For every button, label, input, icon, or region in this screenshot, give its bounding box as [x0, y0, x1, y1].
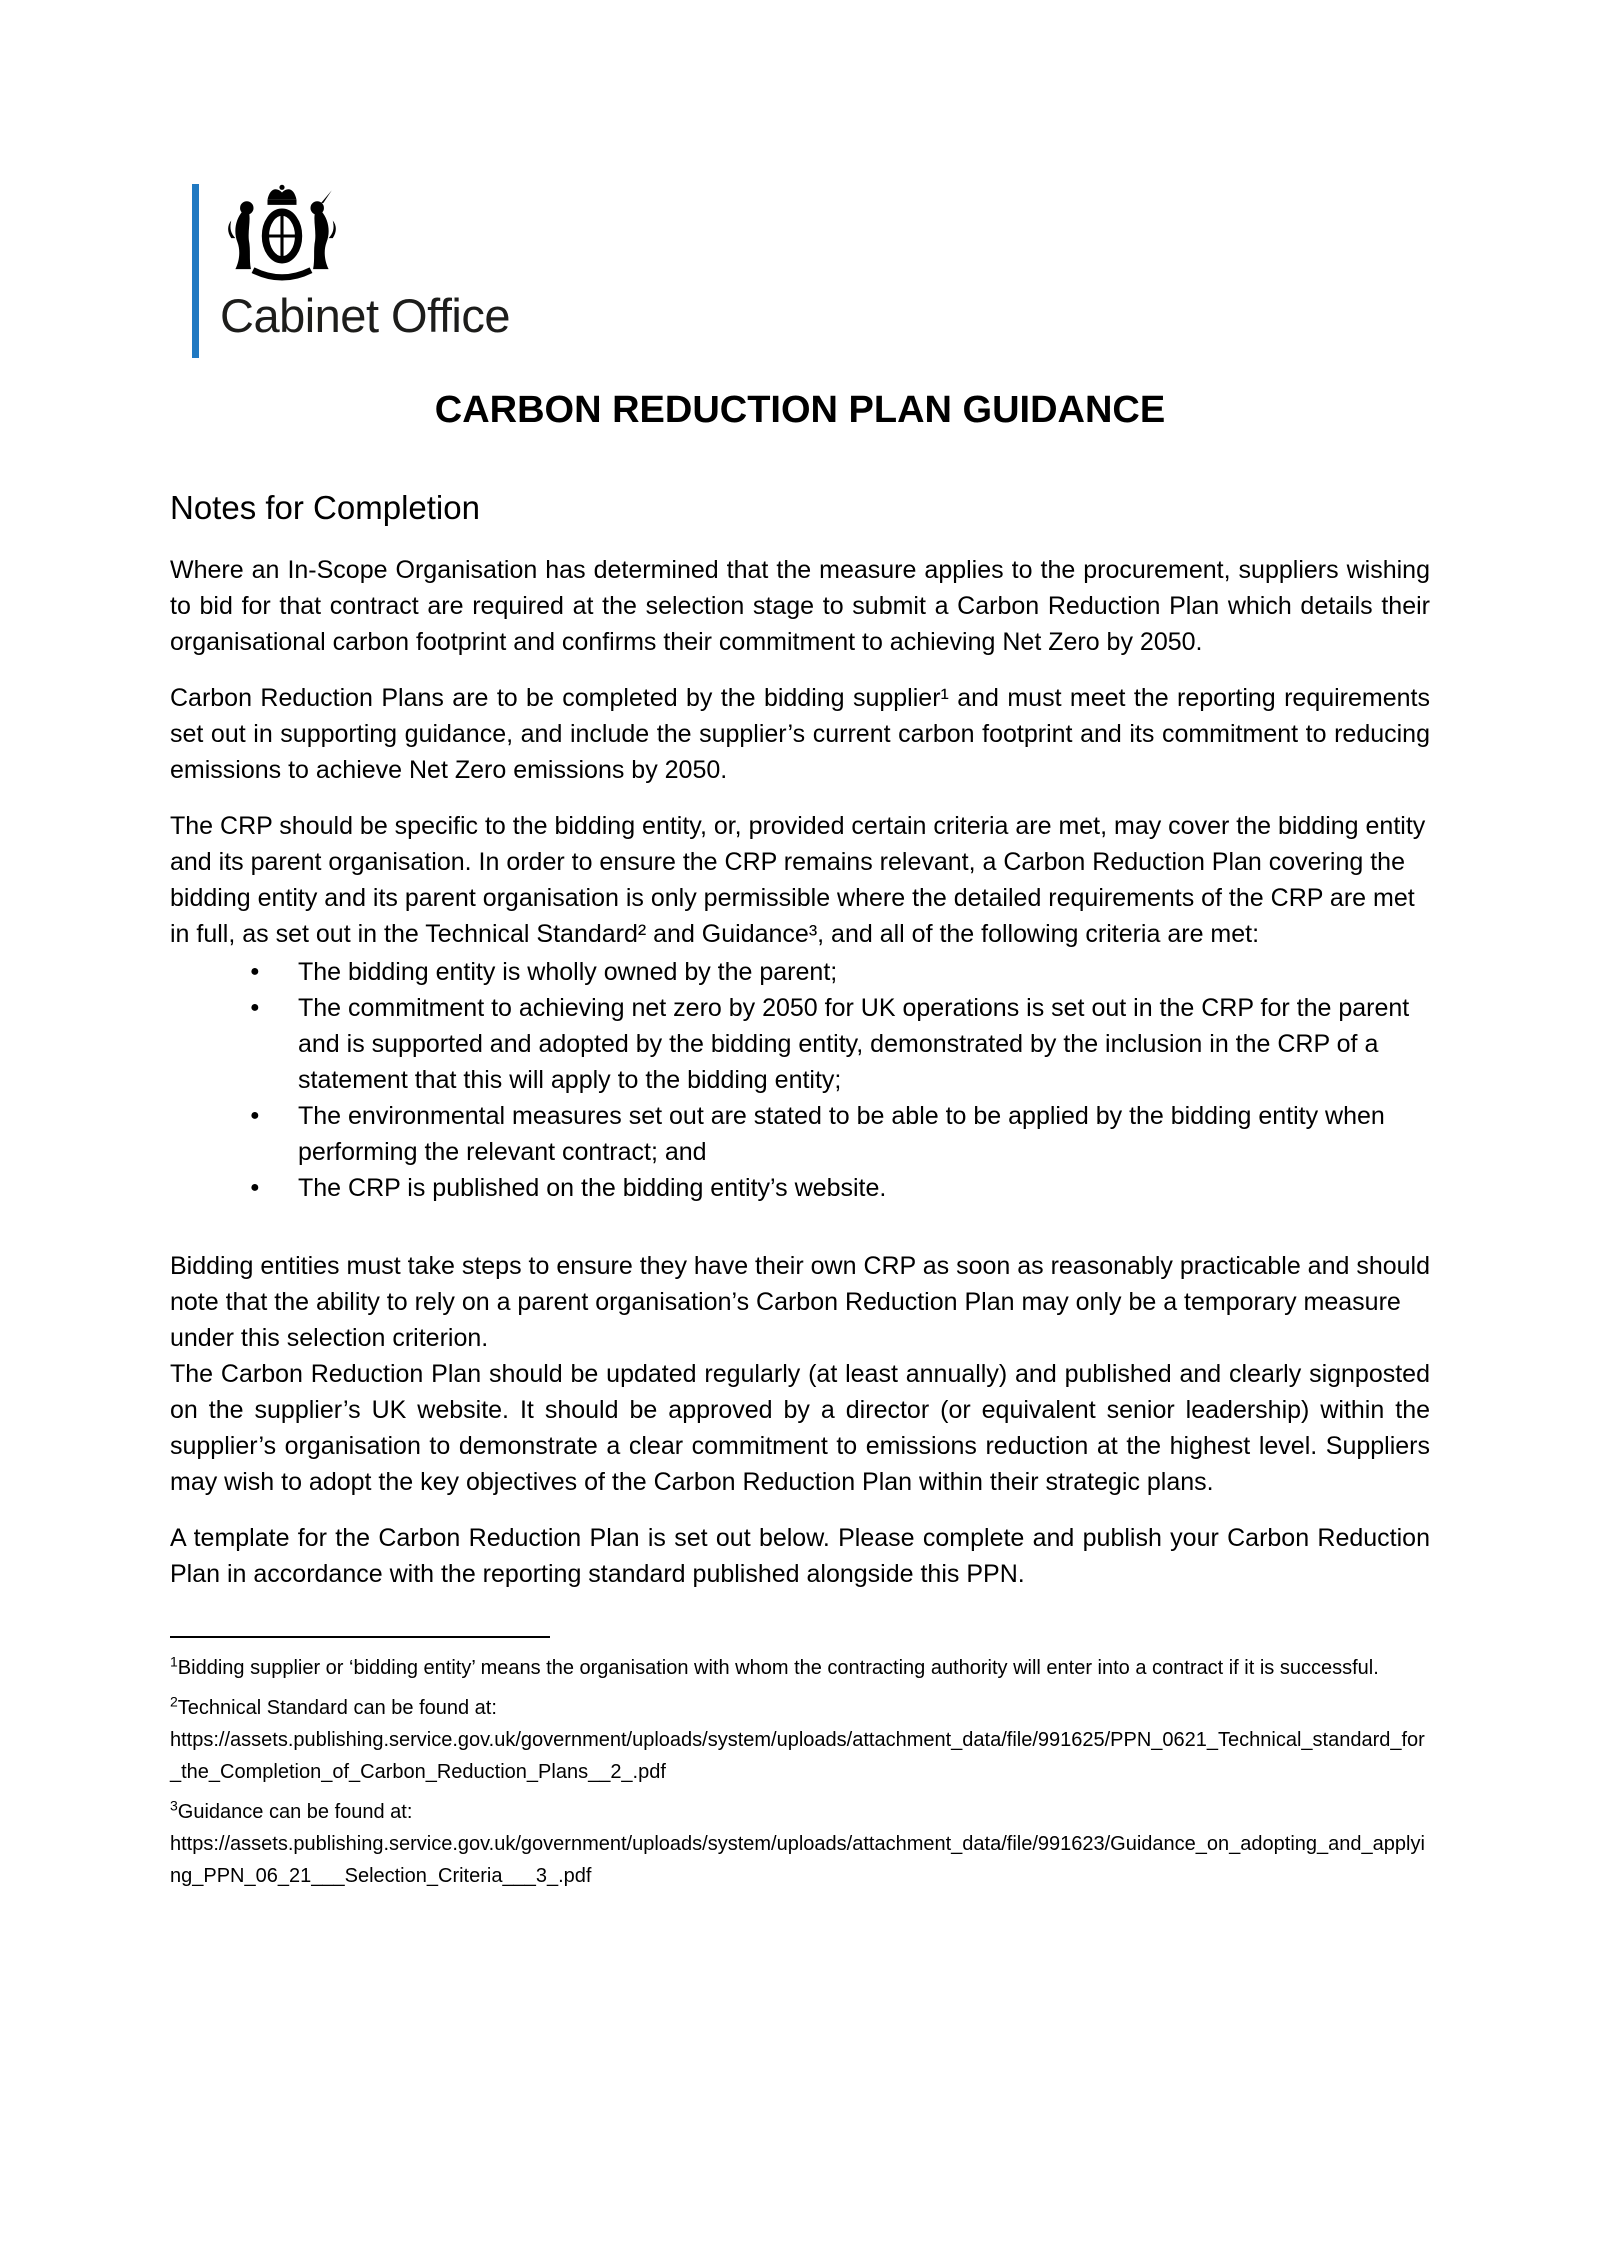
footnote-2	[170, 1692, 1430, 1788]
cabinet-office-wordmark: Cabinet Office	[220, 289, 510, 342]
footnotes-section	[170, 1652, 1430, 1892]
bullet-icon: ●	[250, 1107, 260, 1124]
bullet-item-wholly-owned	[170, 954, 1430, 990]
paragraph-template: A template for the Carbon Reduction Plan is set out below. Please complete and publish your Carbon Reduction Plan in accordance with the reporting standard published alongside this PPN.	[170, 1524, 1430, 1588]
document-title: CARBON REDUCTION PLAN GUIDANCE	[434, 389, 1166, 431]
footnote-3-marker: 3	[170, 1797, 178, 1814]
royal-coat-of-arms-icon	[224, 184, 340, 288]
bullet-item-crp-published	[170, 1170, 1430, 1206]
footnote-2-url[interactable]: https://assets.publishing.service.gov.uk/government/uploads/system/uploads/attachment_data/file/991625/PPN_0621_Technical_standard_for_the_Completion_of_Carbon_Reduction_Plans__2_.pdf	[170, 1729, 1425, 1783]
footnote-1-marker: 1	[170, 1653, 178, 1670]
bullet-item-text: The commitment to achieving net zero by 2050 for UK operations is set out in the CRP for the parent and is supported and adopted by the bidding entity, demonstrated by the inclusion in the CRP of a statement that this will apply to the bidding entity;	[298, 994, 1410, 1094]
footnote-separator	[170, 1636, 550, 1638]
bullet-item-environmental-measures	[170, 1098, 1430, 1170]
section-heading-notes-for-completion: Notes for Completion	[170, 489, 480, 526]
bullet-item-text: The bidding entity is wholly owned by the parent;	[298, 958, 838, 986]
paragraph-in-scope-intro: Where an In-Scope Organisation has determined that the measure applies to the procurement, suppliers wishing to bid for that contract are required at the selection stage to submit a Carbon Reduction Plan which details their organisational carbon footprint and confirms their commitment to achieving Net Zero by 2050.	[170, 556, 1430, 656]
logo-blue-bar	[192, 184, 199, 358]
footnote-2-marker: 2	[170, 1693, 178, 1710]
bullet-icon: ●	[250, 1179, 260, 1196]
footnote-2-label-line	[170, 1692, 1430, 1724]
criteria-bullet-list	[170, 954, 1430, 1206]
bullet-item-text: The CRP is published on the bidding entity’s website.	[298, 1174, 887, 1202]
bullet-icon: ●	[250, 963, 260, 980]
paragraph-crp-completion: Carbon Reduction Plans are to be completed by the bidding supplier¹ and must meet the reporting requirements set out in supporting guidance, and include the supplier’s current carbon footprint and its commitment to reducing emissions to achieve Net Zero emissions by 2050.	[170, 684, 1430, 784]
footnote-1-text: Bidding supplier or ‘bidding entity’ means the organisation with whom the contracting authority will enter into a contract if it is successful.	[177, 1657, 1379, 1679]
paragraph-crp-scope: The CRP should be specific to the bidding entity, or, provided certain criteria are met, may cover the bidding entity and its parent organisation. In order to ensure the CRP remains relevant, a Carbon Reduction Plan covering the bidding entity and its parent organisation is only permissible where the detailed requirements of the CRP are met in full, as set out in the Technical Standard² and Guidance³, and all of the following criteria are met:	[170, 812, 1426, 948]
bullet-item-text: The environmental measures set out are stated to be able to be applied by the bidding entity when performing the relevant contract; and	[298, 1102, 1385, 1166]
bullet-icon: ●	[250, 999, 260, 1016]
cabinet-office-logo	[192, 184, 1430, 360]
footnote-3-label-line	[170, 1796, 1430, 1828]
footnote-3-text: Guidance can be found at:	[177, 1801, 413, 1823]
footnote-3	[170, 1796, 1430, 1892]
bullet-item-net-zero-commitment	[170, 990, 1430, 1098]
paragraph-own-crp: Bidding entities must take steps to ensure they have their own CRP as soon as reasonably practicable and should note that the ability to rely on a parent organisation’s Carbon Reduction Plan may only be a temporary measure under this selection criterion.	[170, 1252, 1430, 1352]
footnote-2-text: Technical Standard can be found at:	[177, 1697, 497, 1719]
footnote-3-url[interactable]: https://assets.publishing.service.gov.uk/government/uploads/system/uploads/attachment_data/file/991623/Guidance_on_adopting_and_applying_PPN_06_21___Selection_Criteria___3_.pdf	[170, 1833, 1425, 1887]
footnote-1	[170, 1652, 1430, 1684]
paragraph-update-regularly: The Carbon Reduction Plan should be updated regularly (at least annually) and published and clearly signposted on the supplier’s UK website. It should be approved by a director (or equivalent senior leadership) within the supplier’s organisation to demonstrate a clear commitment to emissions reduction at the highest level. Suppliers may wish to adopt the key objectives of the Carbon Reduction Plan within their strategic plans.	[170, 1360, 1430, 1496]
